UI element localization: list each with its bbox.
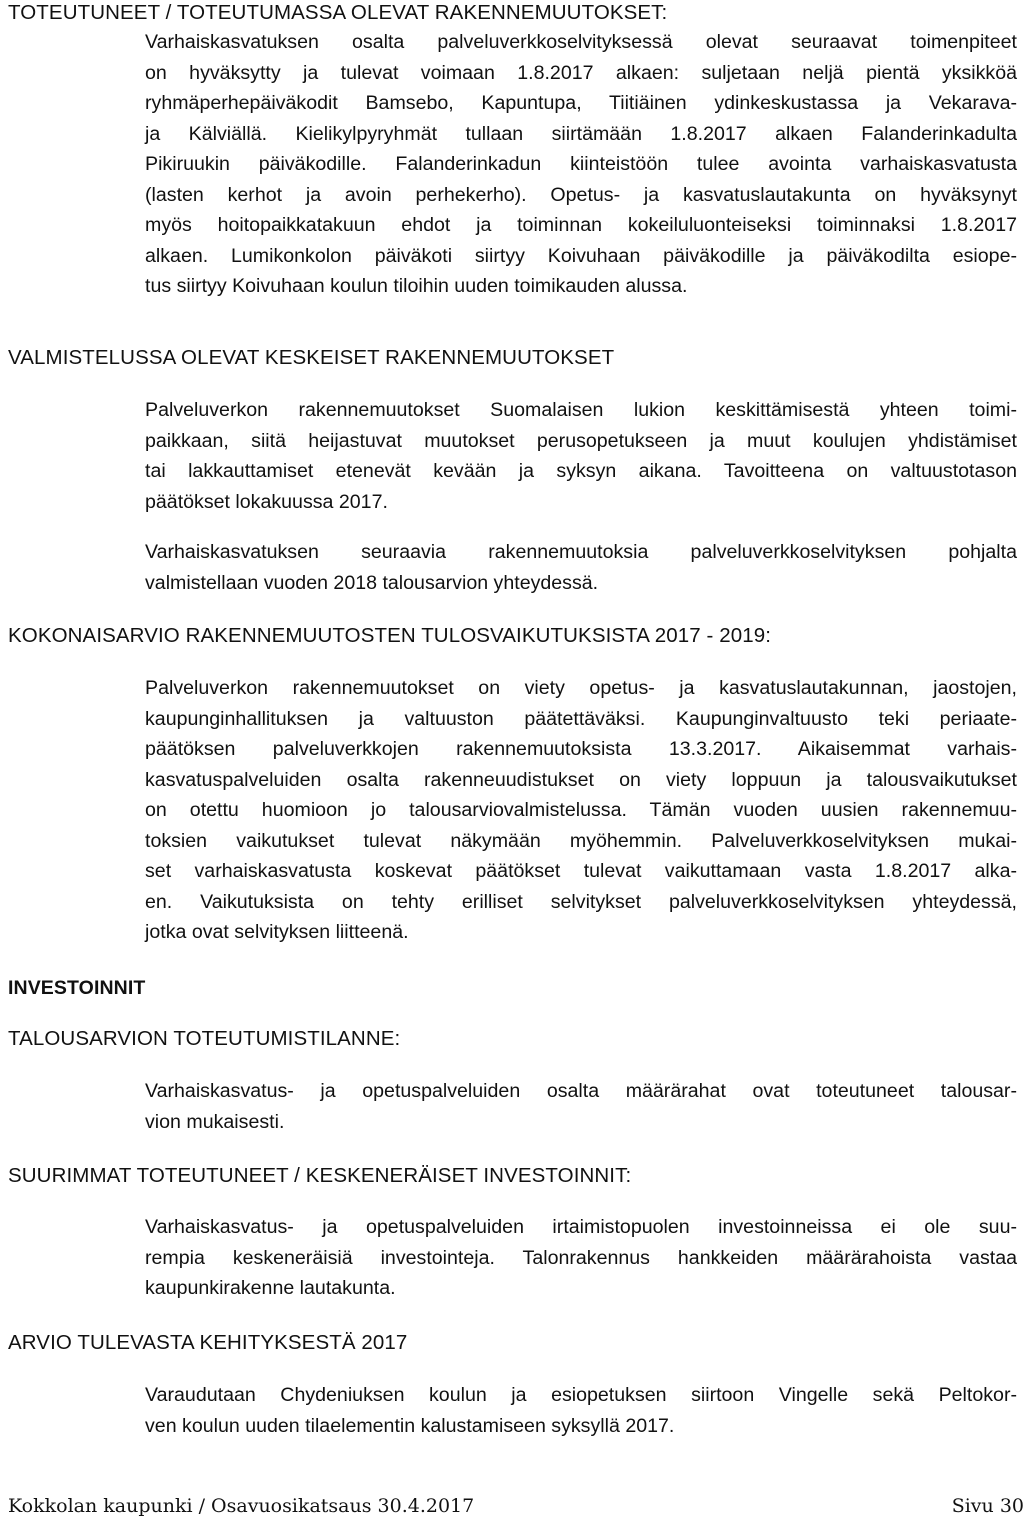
paragraph-line: toksien vaikutukset tulevat näkymään myöhemmin. Palveluverkkoselvityksen mukai-: [145, 829, 1017, 852]
paragraph-line: kasvatuspalveluiden osalta rakenneuudistukset on viety loppuun ja talousvaikutukset: [145, 768, 1017, 791]
paragraph-line: valmistellaan vuoden 2018 talousarvion yhteydessä.: [145, 571, 599, 594]
paragraph-line: en. Vaikutuksista on tehty erilliset selvitykset palveluverkkoselvityksen yhteydessä,: [145, 890, 1017, 913]
paragraph-line: Varhaiskasvatuksen seuraavia rakennemuutoksia palveluverkkoselvityksen pohjalta: [145, 541, 1017, 563]
paragraph-suurimmat-investoinnit: [145, 1212, 1017, 1304]
paragraph-line: Varhaiskasvatus- ja opetuspalveluiden osalta määrärahat ovat toteutuneet talousar-: [145, 1080, 1017, 1102]
section-heading-valmistelussa: VALMISTELUSSA OLEVAT KESKEISET RAKENNEMUUTOKSET: [8, 346, 615, 369]
paragraph-line: päätökset lokakuussa 2017.: [145, 490, 388, 513]
paragraph-arvio-tulevasta: [145, 1380, 1017, 1441]
paragraph-line: (lasten kerhot ja avoin perhekerho). Opetus- ja kasvatuslautakunta on hyväksynyt: [145, 183, 1017, 206]
paragraph-line: ven koulun uuden tilaelementin kalustamiseen syksyllä 2017.: [145, 1414, 675, 1437]
paragraph-line: tai lakkauttamiset etenevät kevään ja syksyn aikana. Tavoitteena on valtuustotason: [145, 460, 1017, 482]
section-heading-toteutuneet: TOTEUTUNEET / TOTEUTUMASSA OLEVAT RAKENNEMUUTOKSET:: [8, 1, 668, 24]
paragraph-kokonaisarvio: [145, 673, 1017, 948]
paragraph-line: paikkaan, siitä heijastuvat muutokset perusopetukseen ja muut koulujen yhdistämiset: [145, 429, 1017, 452]
paragraph-toteutuneet: [145, 27, 1017, 302]
paragraph-line: kaupunkirakenne lautakunta.: [145, 1277, 396, 1299]
paragraph-line: rempia keskeneräisiä investointeja. Talonrakennus hankkeiden määrärahoista vastaa: [145, 1246, 1017, 1269]
paragraph-line: Varhaiskasvatuksen osalta palveluverkkoselvityksessä olevat seuraavat toimenpiteet: [145, 31, 1017, 53]
paragraph-line: Pikiruukin päiväkodille. Falanderinkadun kiinteistöön tulee avointa varhaiskasvatusta: [145, 153, 1017, 175]
paragraph-line: on otettu huomioon jo talousarviovalmistelussa. Tämän vuoden uusien rakennemuu-: [145, 799, 1017, 821]
section-heading-arvio-tulevasta: ARVIO TULEVASTA KEHITYKSESTÄ 2017: [8, 1331, 408, 1354]
section-heading-kokonaisarvio: KOKONAISARVIO RAKENNEMUUTOSTEN TULOSVAIKUTUKSISTA 2017 - 2019:: [8, 624, 772, 647]
footer-page-number: Sivu 30: [951, 1495, 1024, 1517]
paragraph-line: set varhaiskasvatusta koskevat päätökset tulevat vaikuttamaan vasta 1.8.2017 alka-: [145, 860, 1017, 882]
paragraph-line: Varaudutaan Chydeniuksen koulun ja esiopetuksen siirtoon Vingelle sekä Peltokor-: [145, 1384, 1017, 1406]
paragraph-line: alkaen. Lumikonkolon päiväkoti siirtyy Koivuhaan päiväkodille ja päiväkodilta esiope-: [145, 244, 1017, 267]
paragraph-valmistelussa-2: [145, 537, 1017, 598]
paragraph-line: kaupunginhallituksen ja valtuuston päätettäväksi. Kaupunginvaltuusto teki periaate-: [145, 707, 1017, 730]
section-heading-investoinnit: INVESTOINNIT: [8, 977, 146, 999]
paragraph-line: on hyväksytty ja tulevat voimaan 1.8.2017 alkaen: suljetaan neljä pientä yksikköä: [145, 61, 1017, 84]
paragraph-line: ryhmäperhepäiväkodit Bamsebo, Kapuntupa, Tiitiäinen ydinkeskustassa ja Vekarava-: [145, 92, 1017, 114]
paragraph-line: Palveluverkon rakennemuutokset Suomalaisen lukion keskittämisestä yhteen toimi-: [145, 399, 1017, 421]
paragraph-line: tus siirtyy Koivuhaan koulun tiloihin uuden toimikauden alussa.: [145, 275, 688, 297]
paragraph-line: päätöksen palveluverkkojen rakennemuutoksista 13.3.2017. Aikaisemmat varhais-: [145, 738, 1017, 760]
paragraph-line: myös hoitopaikkatakuun ehdot ja toiminnan kokeiluluonteiseksi toiminnaksi 1.8.2017: [145, 214, 1017, 236]
section-heading-suurimmat-investoinnit: SUURIMMAT TOTEUTUNEET / KESKENERÄISET INVESTOINNIT:: [8, 1164, 632, 1187]
paragraph-line: vion mukaisesti.: [145, 1110, 285, 1133]
paragraph-valmistelussa-1: [145, 395, 1017, 517]
paragraph-line: ja Kälviällä. Kielikylpyryhmät tullaan siirtämään 1.8.2017 alkaen Falanderinkadulta: [145, 122, 1017, 145]
paragraph-line: jotka ovat selvityksen liitteenä.: [145, 921, 409, 943]
footer-document-title: Kokkolan kaupunki / Osavuosikatsaus 30.4.2017: [8, 1495, 475, 1517]
paragraph-talousarvion-toteutumistilanne: [145, 1076, 1017, 1137]
paragraph-line: Palveluverkon rakennemuutokset on viety opetus- ja kasvatuslautakunnan, jaostojen,: [145, 677, 1017, 699]
section-heading-talousarvion-toteutumistilanne: TALOUSARVION TOTEUTUMISTILANNE:: [8, 1027, 401, 1050]
paragraph-line: Varhaiskasvatus- ja opetuspalveluiden irtaimistopuolen investoinneissa ei ole suu-: [145, 1216, 1017, 1238]
